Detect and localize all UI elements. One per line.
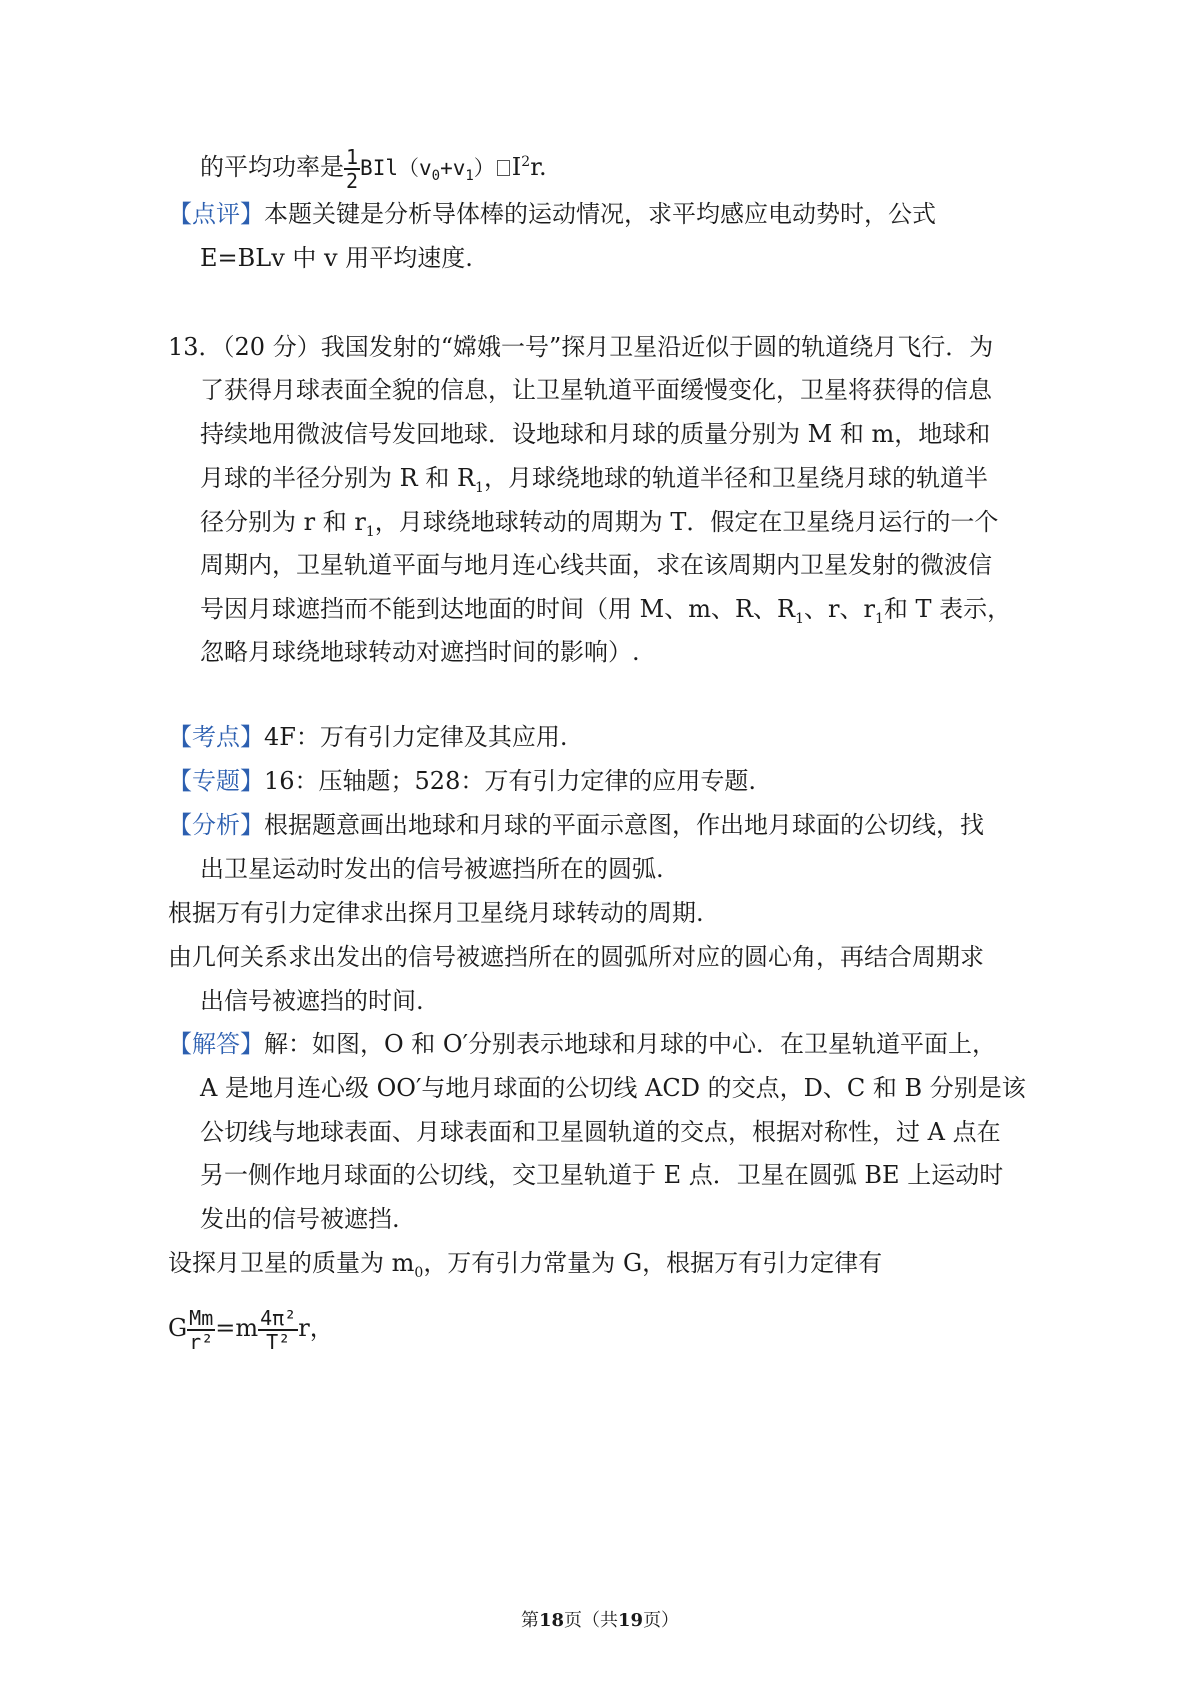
jieda-line-5: 发出的信号被遮挡. [200, 1205, 400, 1233]
zhuanti-tag: 【专题】 [168, 767, 264, 795]
jieda-line-2: A 是地月连心级 OO′与地月球面的公切线 ACD 的交点，D、C 和 B 分别是该 [200, 1074, 1026, 1102]
jieda-line-4: 另一侧作地月球面的公切线，交卫星轨道于 E 点．卫星在圆弧 BE 上运动时 [200, 1161, 1004, 1189]
question-line-4: 月球的半径分别为 R 和 $R_1$，月球绕地球的轨道半径和卫星绕月球的轨道半 [200, 464, 988, 496]
zhuanti-line: 【专题】16：压轴题；528：万有引力定律的应用专题. [168, 767, 756, 795]
fenxi-line-3: 根据万有引力定律求出探月卫星绕月球转动的周期. [168, 899, 704, 927]
total-page-count: 19 [618, 1610, 644, 1631]
fenxi-line-1: 【分析】根据题意画出地球和月球的平面示意图，作出地月球面的公切线，找 [168, 811, 984, 839]
question-line-7: 号因月球遮挡而不能到达地面的时间（用 M、m、R、$R_1$、r、$r_1$和 T 表示， [200, 595, 1012, 627]
comment-line-2: E=BLv 中 v 用平均速度. [200, 244, 473, 272]
fenxi-line-4: 由几何关系求出发出的信号被遮挡所在的圆弧所对应的圆心角，再结合周期求 [168, 943, 984, 971]
current-page-number: 18 [538, 1610, 564, 1631]
fenxi-tag: 【分析】 [168, 811, 264, 839]
formula-fraction-4pi2-t2: $\frac{\text{4π²}}{\text{T²}}$ [260, 1305, 297, 1354]
jieda-tag: 【解答】 [168, 1030, 264, 1058]
jieda-line-3: 公切线与地球表面、月球表面和卫星圆轨道的交点，根据对称性，过 A 点在 [200, 1118, 1001, 1146]
question-line-6: 周期内，卫星轨道平面与地月连心线共面，求在该周期内卫星发射的微波信 [200, 551, 992, 579]
question-line-5: 径分别为 r 和 $r_1$，月球绕地球转动的周期为 T．假定在卫星绕月运行的一个 [200, 508, 999, 540]
power-expression: $BIl(v_0+v_1)$ [360, 156, 495, 185]
fenxi-line-2: 出卫星运动时发出的信号被遮挡所在的圆弧. [200, 855, 664, 883]
question-line-3: 持续地用微波信号发回地球．设地球和月球的质量分别为 M 和 m，地球和 [200, 420, 991, 448]
gravity-formula: G $\frac{Mm}{\text{r²}}$ =m $\frac{\text{4π²}}{\text{T²}}$ r， [168, 1305, 334, 1354]
page-footer: 第18页（共19页） [520, 1610, 680, 1631]
kaodian-tag: 【考点】 [168, 723, 264, 751]
jieda-line-6: 设探月卫星的质量为 $m_0$，万有引力常量为 G，根据万有引力定律有 [168, 1249, 883, 1281]
jieda-line-1: 【解答】解：如图，O 和 O′分别表示地球和月球的中心．在卫星轨道平面上， [168, 1030, 997, 1058]
comment-line-1: 【点评】本题关键是分析导体棒的运动情况，求平均感应电动势时，公式 [168, 200, 936, 228]
power-prefix: 的平均功率是 [200, 153, 344, 181]
question-line-8: 忽略月球绕地球转动对遮挡时间的影响）. [200, 638, 640, 666]
power-line: 的平均功率是 $\frac{1}{2}$ $BIl(v_0+v_1)$ $I^2r$. [200, 144, 547, 193]
comment-tag: 【点评】 [168, 200, 264, 228]
fraction-numerator: 1 [346, 144, 359, 169]
kaodian-line: 【考点】4F：万有引力定律及其应用. [168, 723, 568, 751]
question-line-2: 了获得月球表面全貌的信息，让卫星轨道平面缓慢变化，卫星将获得的信息 [200, 376, 992, 404]
question-line-1: 13．（20 分）我国发射的“嫦娥一号”探月卫星沿近似于圆的轨道绕月飞行．为 [168, 333, 994, 361]
half-fraction [344, 146, 360, 192]
fenxi-line-5: 出信号被遮挡的时间. [200, 987, 424, 1015]
fraction-denominator: 2 [346, 168, 359, 193]
missing-glyph-box [497, 160, 510, 176]
formula-fraction-mm-r2: $\frac{Mm}{\text{r²}}$ [189, 1305, 214, 1354]
